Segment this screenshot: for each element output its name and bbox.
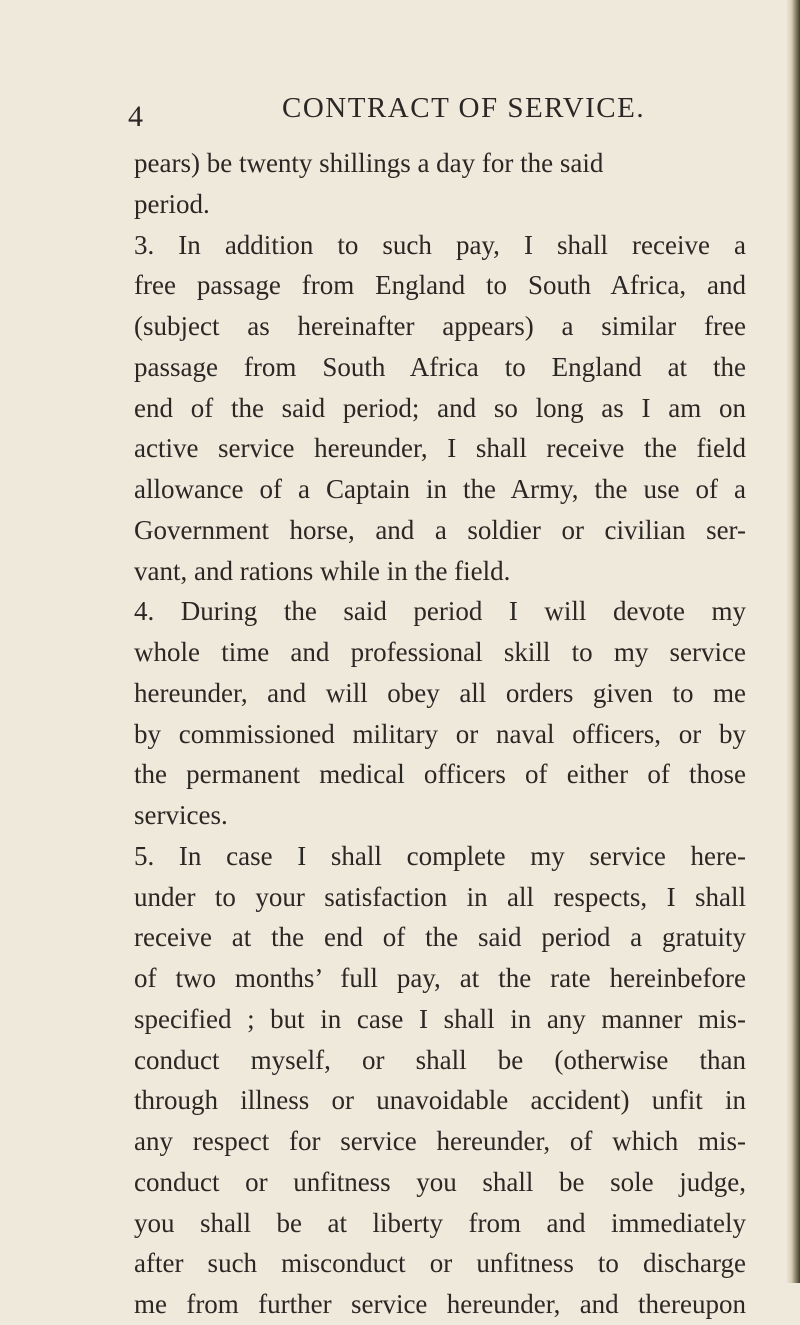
- text-line: vant, and rations while in the field.: [134, 555, 511, 586]
- text-line: the permanent medical officers of either of those: [134, 759, 746, 790]
- body-text: [134, 143, 746, 1325]
- text-line: hereunder, and will obey all orders given to me: [134, 677, 746, 708]
- text-line: Government horse, and a soldier or civilian ser-: [134, 514, 746, 545]
- text-line: of two months’ full pay, at the rate hereinbefore: [134, 963, 746, 993]
- text-line: you shall be at liberty from and immediately: [134, 1207, 746, 1238]
- text-line: pears) be twenty shillings a day for the said: [134, 148, 604, 178]
- text-line: whole time and professional skill to my service: [134, 637, 746, 667]
- page-edge-shadow: [786, 0, 800, 1283]
- text-line: (subject as hereinafter appears) a similar free: [134, 311, 746, 341]
- text-line: after such misconduct or unfitness to discharge: [134, 1248, 746, 1279]
- text-line: through illness or unavoidable accident) unfit in: [134, 1085, 746, 1116]
- page-title: CONTRACT OF SERVICE.: [282, 92, 646, 124]
- text-line: receive at the end of the said period a gratuity: [134, 922, 746, 953]
- text-line: free passage from England to South Africa, and: [134, 270, 746, 301]
- text-line: any respect for service hereunder, of which mis-: [134, 1126, 746, 1156]
- text-line: me from further service hereunder, and thereupon: [134, 1289, 746, 1319]
- text-line: end of the said period; and so long as I am on: [134, 392, 746, 423]
- text-line: 5. In case I shall complete my service here-: [134, 840, 746, 871]
- text-line: under to your satisfaction in all respects, I shall: [134, 881, 746, 912]
- text-line: services.: [134, 800, 228, 830]
- text-line: 3. In addition to such pay, I shall receive a: [134, 229, 746, 260]
- text-line: conduct myself, or shall be (otherwise than: [134, 1044, 746, 1075]
- text-line: allowance of a Captain in the Army, the use of a: [134, 474, 746, 504]
- text-line: 4. During the said period I will devote my: [134, 596, 746, 627]
- running-head: [0, 92, 800, 132]
- text-line: by commissioned military or naval officers, or by: [134, 718, 746, 749]
- text-line: specified ; but in case I shall in any manner mis-: [134, 1003, 746, 1034]
- text-line: passage from South Africa to England at the: [134, 351, 746, 382]
- page-number: 4: [128, 100, 143, 133]
- text-line: period.: [134, 188, 210, 219]
- text-line: conduct or unfitness you shall be sole judge,: [134, 1166, 746, 1197]
- text-line: active service hereunder, I shall receive the field: [134, 433, 746, 464]
